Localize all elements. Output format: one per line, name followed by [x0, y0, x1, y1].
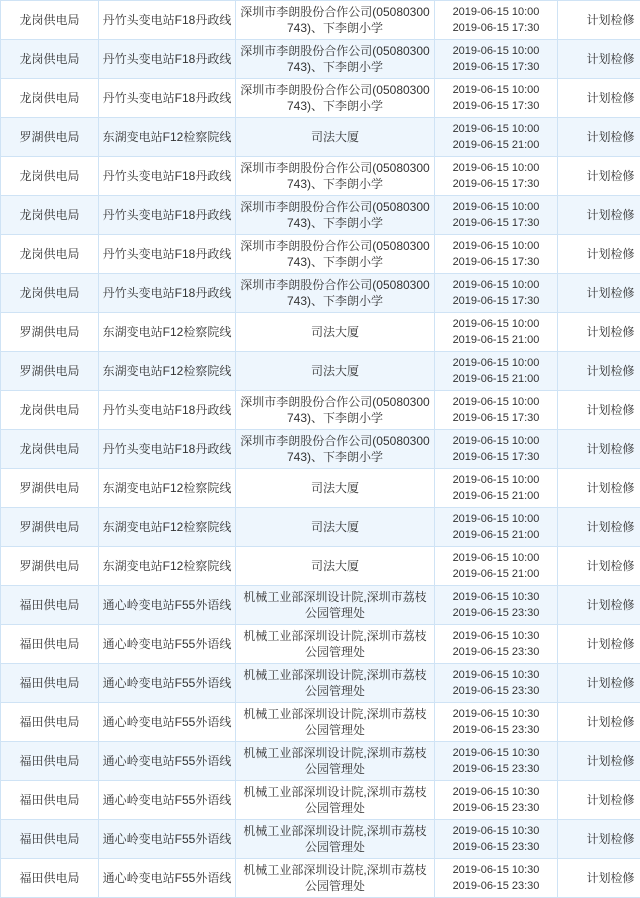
cell-outage-area: 司法大厦: [236, 313, 435, 352]
outage-end-time: 2019-06-15 17:30: [437, 176, 555, 192]
cell-line-name: 东湖变电站F12检察院线: [99, 469, 236, 508]
outage-end-time: 2019-06-15 17:30: [437, 98, 555, 114]
cell-outage-time: [435, 118, 558, 157]
cell-outage-area: 机械工业部深圳设计院,深圳市荔枝公园管理处: [236, 820, 435, 859]
cell-outage-time: [435, 430, 558, 469]
cell-outage-area: 机械工业部深圳设计院,深圳市荔枝公园管理处: [236, 625, 435, 664]
outage-start-time: 2019-06-15 10:00: [437, 394, 555, 410]
cell-outage-area: 深圳市李朗股份合作公司(05080300743)、下李朗小学: [236, 235, 435, 274]
cell-line-name: 通心岭变电站F55外语线: [99, 820, 236, 859]
table-row: [1, 313, 640, 352]
cell-outage-time: [435, 196, 558, 235]
cell-outage-area: 机械工业部深圳设计院,深圳市荔枝公园管理处: [236, 742, 435, 781]
cell-bureau: 福田供电局: [1, 859, 99, 898]
cell-line-name: 东湖变电站F12检察院线: [99, 118, 236, 157]
outage-end-time: 2019-06-15 21:00: [437, 488, 555, 504]
cell-outage-time: [435, 40, 558, 79]
cell-outage-time: [435, 703, 558, 742]
table-row: [1, 196, 640, 235]
cell-outage-time: [435, 508, 558, 547]
outage-end-time: 2019-06-15 23:30: [437, 605, 555, 621]
outage-start-time: 2019-06-15 10:00: [437, 355, 555, 371]
cell-outage-area: 深圳市李朗股份合作公司(05080300743)、下李朗小学: [236, 196, 435, 235]
cell-outage-area: 机械工业部深圳设计院,深圳市荔枝公园管理处: [236, 781, 435, 820]
outage-end-time: 2019-06-15 23:30: [437, 644, 555, 660]
cell-outage-area: 深圳市李朗股份合作公司(05080300743)、下李朗小学: [236, 157, 435, 196]
outage-start-time: 2019-06-15 10:30: [437, 823, 555, 839]
cell-outage-time: [435, 391, 558, 430]
cell-line-name: 通心岭变电站F55外语线: [99, 625, 236, 664]
outage-start-time: 2019-06-15 10:30: [437, 784, 555, 800]
table-row: [1, 79, 640, 118]
table-row: [1, 157, 640, 196]
cell-outage-area: 司法大厦: [236, 547, 435, 586]
outage-end-time: 2019-06-15 23:30: [437, 800, 555, 816]
cell-bureau: 福田供电局: [1, 742, 99, 781]
cell-line-name: 通心岭变电站F55外语线: [99, 586, 236, 625]
cell-line-name: 丹竹头变电站F18丹政线: [99, 196, 236, 235]
cell-outage-type: 计划检修: [558, 79, 640, 118]
cell-bureau: 罗湖供电局: [1, 352, 99, 391]
cell-bureau: 罗湖供电局: [1, 313, 99, 352]
cell-line-name: 丹竹头变电站F18丹政线: [99, 430, 236, 469]
outage-start-time: 2019-06-15 10:00: [437, 199, 555, 215]
cell-outage-area: 司法大厦: [236, 352, 435, 391]
cell-outage-time: [435, 469, 558, 508]
cell-line-name: 丹竹头变电站F18丹政线: [99, 79, 236, 118]
cell-outage-area: 深圳市李朗股份合作公司(05080300743)、下李朗小学: [236, 40, 435, 79]
cell-outage-type: 计划检修: [558, 703, 640, 742]
cell-outage-area: 深圳市李朗股份合作公司(05080300743)、下李朗小学: [236, 430, 435, 469]
cell-outage-type: 计划检修: [558, 313, 640, 352]
cell-outage-type: 计划检修: [558, 742, 640, 781]
table-row: [1, 40, 640, 79]
cell-outage-time: [435, 742, 558, 781]
outage-start-time: 2019-06-15 10:30: [437, 628, 555, 644]
table-body: [1, 1, 640, 898]
cell-outage-type: 计划检修: [558, 235, 640, 274]
outage-end-time: 2019-06-15 17:30: [437, 215, 555, 231]
cell-bureau: 龙岗供电局: [1, 430, 99, 469]
cell-outage-area: 深圳市李朗股份合作公司(05080300743)、下李朗小学: [236, 79, 435, 118]
cell-line-name: 丹竹头变电站F18丹政线: [99, 1, 236, 40]
outage-start-time: 2019-06-15 10:30: [437, 745, 555, 761]
cell-outage-type: 计划检修: [558, 196, 640, 235]
cell-line-name: 丹竹头变电站F18丹政线: [99, 40, 236, 79]
cell-outage-area: 机械工业部深圳设计院,深圳市荔枝公园管理处: [236, 703, 435, 742]
cell-line-name: 丹竹头变电站F18丹政线: [99, 274, 236, 313]
cell-outage-time: [435, 664, 558, 703]
table-row: [1, 820, 640, 859]
cell-outage-time: [435, 352, 558, 391]
cell-line-name: 通心岭变电站F55外语线: [99, 742, 236, 781]
outage-end-time: 2019-06-15 17:30: [437, 293, 555, 309]
cell-bureau: 龙岗供电局: [1, 391, 99, 430]
cell-bureau: 龙岗供电局: [1, 157, 99, 196]
cell-outage-area: 深圳市李朗股份合作公司(05080300743)、下李朗小学: [236, 391, 435, 430]
cell-outage-type: 计划检修: [558, 781, 640, 820]
outage-start-time: 2019-06-15 10:30: [437, 667, 555, 683]
outage-end-time: 2019-06-15 21:00: [437, 332, 555, 348]
cell-outage-area: 深圳市李朗股份合作公司(05080300743)、下李朗小学: [236, 1, 435, 40]
table-row: [1, 625, 640, 664]
cell-line-name: 通心岭变电站F55外语线: [99, 781, 236, 820]
cell-outage-area: 机械工业部深圳设计院,深圳市荔枝公园管理处: [236, 664, 435, 703]
outage-end-time: 2019-06-15 21:00: [437, 137, 555, 153]
outage-start-time: 2019-06-15 10:00: [437, 43, 555, 59]
outage-start-time: 2019-06-15 10:30: [437, 589, 555, 605]
cell-line-name: 丹竹头变电站F18丹政线: [99, 157, 236, 196]
table-row: [1, 508, 640, 547]
outage-start-time: 2019-06-15 10:00: [437, 472, 555, 488]
outage-end-time: 2019-06-15 23:30: [437, 722, 555, 738]
cell-outage-area: 机械工业部深圳设计院,深圳市荔枝公园管理处: [236, 859, 435, 898]
cell-outage-type: 计划检修: [558, 118, 640, 157]
outage-start-time: 2019-06-15 10:00: [437, 238, 555, 254]
table-row: [1, 1, 640, 40]
outage-end-time: 2019-06-15 17:30: [437, 20, 555, 36]
table-row: [1, 274, 640, 313]
cell-line-name: 东湖变电站F12检察院线: [99, 508, 236, 547]
outage-start-time: 2019-06-15 10:00: [437, 4, 555, 20]
cell-bureau: 福田供电局: [1, 820, 99, 859]
cell-outage-type: 计划检修: [558, 859, 640, 898]
cell-outage-type: 计划检修: [558, 157, 640, 196]
cell-outage-area: 机械工业部深圳设计院,深圳市荔枝公园管理处: [236, 586, 435, 625]
cell-outage-type: 计划检修: [558, 820, 640, 859]
cell-outage-area: 司法大厦: [236, 469, 435, 508]
outage-end-time: 2019-06-15 23:30: [437, 761, 555, 777]
outage-start-time: 2019-06-15 10:00: [437, 511, 555, 527]
table-row: [1, 859, 640, 898]
cell-line-name: 通心岭变电站F55外语线: [99, 703, 236, 742]
cell-line-name: 丹竹头变电站F18丹政线: [99, 235, 236, 274]
cell-outage-type: 计划检修: [558, 352, 640, 391]
cell-line-name: 丹竹头变电站F18丹政线: [99, 391, 236, 430]
table-row: [1, 742, 640, 781]
cell-outage-type: 计划检修: [558, 664, 640, 703]
outage-start-time: 2019-06-15 10:30: [437, 706, 555, 722]
cell-bureau: 福田供电局: [1, 781, 99, 820]
cell-bureau: 罗湖供电局: [1, 547, 99, 586]
cell-outage-time: [435, 586, 558, 625]
cell-outage-time: [435, 781, 558, 820]
cell-bureau: 福田供电局: [1, 625, 99, 664]
cell-outage-type: 计划检修: [558, 547, 640, 586]
outage-end-time: 2019-06-15 17:30: [437, 254, 555, 270]
outage-start-time: 2019-06-15 10:00: [437, 160, 555, 176]
cell-outage-type: 计划检修: [558, 586, 640, 625]
cell-line-name: 通心岭变电站F55外语线: [99, 664, 236, 703]
outage-start-time: 2019-06-15 10:30: [437, 862, 555, 878]
cell-line-name: 东湖变电站F12检察院线: [99, 352, 236, 391]
cell-bureau: 龙岗供电局: [1, 40, 99, 79]
outage-start-time: 2019-06-15 10:00: [437, 550, 555, 566]
cell-bureau: 福田供电局: [1, 664, 99, 703]
outage-end-time: 2019-06-15 21:00: [437, 527, 555, 543]
table-row: [1, 703, 640, 742]
cell-bureau: 福田供电局: [1, 703, 99, 742]
cell-outage-time: [435, 820, 558, 859]
table-row: [1, 118, 640, 157]
cell-outage-type: 计划检修: [558, 40, 640, 79]
outage-end-time: 2019-06-15 21:00: [437, 371, 555, 387]
cell-outage-type: 计划检修: [558, 1, 640, 40]
cell-bureau: 龙岗供电局: [1, 1, 99, 40]
outage-end-time: 2019-06-15 17:30: [437, 59, 555, 75]
cell-bureau: 罗湖供电局: [1, 508, 99, 547]
table-row: [1, 469, 640, 508]
table-row: [1, 352, 640, 391]
outage-end-time: 2019-06-15 23:30: [437, 683, 555, 699]
table-row: [1, 547, 640, 586]
outage-end-time: 2019-06-15 17:30: [437, 410, 555, 426]
cell-outage-type: 计划检修: [558, 625, 640, 664]
cell-outage-time: [435, 274, 558, 313]
outage-end-time: 2019-06-15 23:30: [437, 839, 555, 855]
cell-outage-time: [435, 157, 558, 196]
outage-start-time: 2019-06-15 10:00: [437, 121, 555, 137]
outage-start-time: 2019-06-15 10:00: [437, 316, 555, 332]
cell-outage-time: [435, 1, 558, 40]
outage-start-time: 2019-06-15 10:00: [437, 433, 555, 449]
outage-start-time: 2019-06-15 10:00: [437, 277, 555, 293]
cell-line-name: 东湖变电站F12检察院线: [99, 313, 236, 352]
table-row: [1, 586, 640, 625]
cell-line-name: 通心岭变电站F55外语线: [99, 859, 236, 898]
cell-outage-area: 司法大厦: [236, 118, 435, 157]
cell-outage-time: [435, 859, 558, 898]
cell-outage-area: 深圳市李朗股份合作公司(05080300743)、下李朗小学: [236, 274, 435, 313]
outage-end-time: 2019-06-15 23:30: [437, 878, 555, 894]
table-row: [1, 235, 640, 274]
table-row: [1, 391, 640, 430]
cell-outage-area: 司法大厦: [236, 508, 435, 547]
outage-end-time: 2019-06-15 17:30: [437, 449, 555, 465]
outage-end-time: 2019-06-15 21:00: [437, 566, 555, 582]
outage-start-time: 2019-06-15 10:00: [437, 82, 555, 98]
cell-outage-time: [435, 79, 558, 118]
cell-outage-type: 计划检修: [558, 391, 640, 430]
cell-bureau: 龙岗供电局: [1, 196, 99, 235]
cell-outage-time: [435, 235, 558, 274]
cell-bureau: 罗湖供电局: [1, 469, 99, 508]
cell-outage-time: [435, 313, 558, 352]
table-row: [1, 664, 640, 703]
cell-outage-type: 计划检修: [558, 274, 640, 313]
cell-bureau: 福田供电局: [1, 586, 99, 625]
cell-outage-type: 计划检修: [558, 430, 640, 469]
table-row: [1, 781, 640, 820]
cell-bureau: 罗湖供电局: [1, 118, 99, 157]
cell-bureau: 龙岗供电局: [1, 235, 99, 274]
cell-outage-time: [435, 547, 558, 586]
cell-bureau: 龙岗供电局: [1, 274, 99, 313]
cell-line-name: 东湖变电站F12检察院线: [99, 547, 236, 586]
cell-bureau: 龙岗供电局: [1, 79, 99, 118]
cell-outage-type: 计划检修: [558, 469, 640, 508]
cell-outage-type: 计划检修: [558, 508, 640, 547]
table-row: [1, 430, 640, 469]
cell-outage-time: [435, 625, 558, 664]
